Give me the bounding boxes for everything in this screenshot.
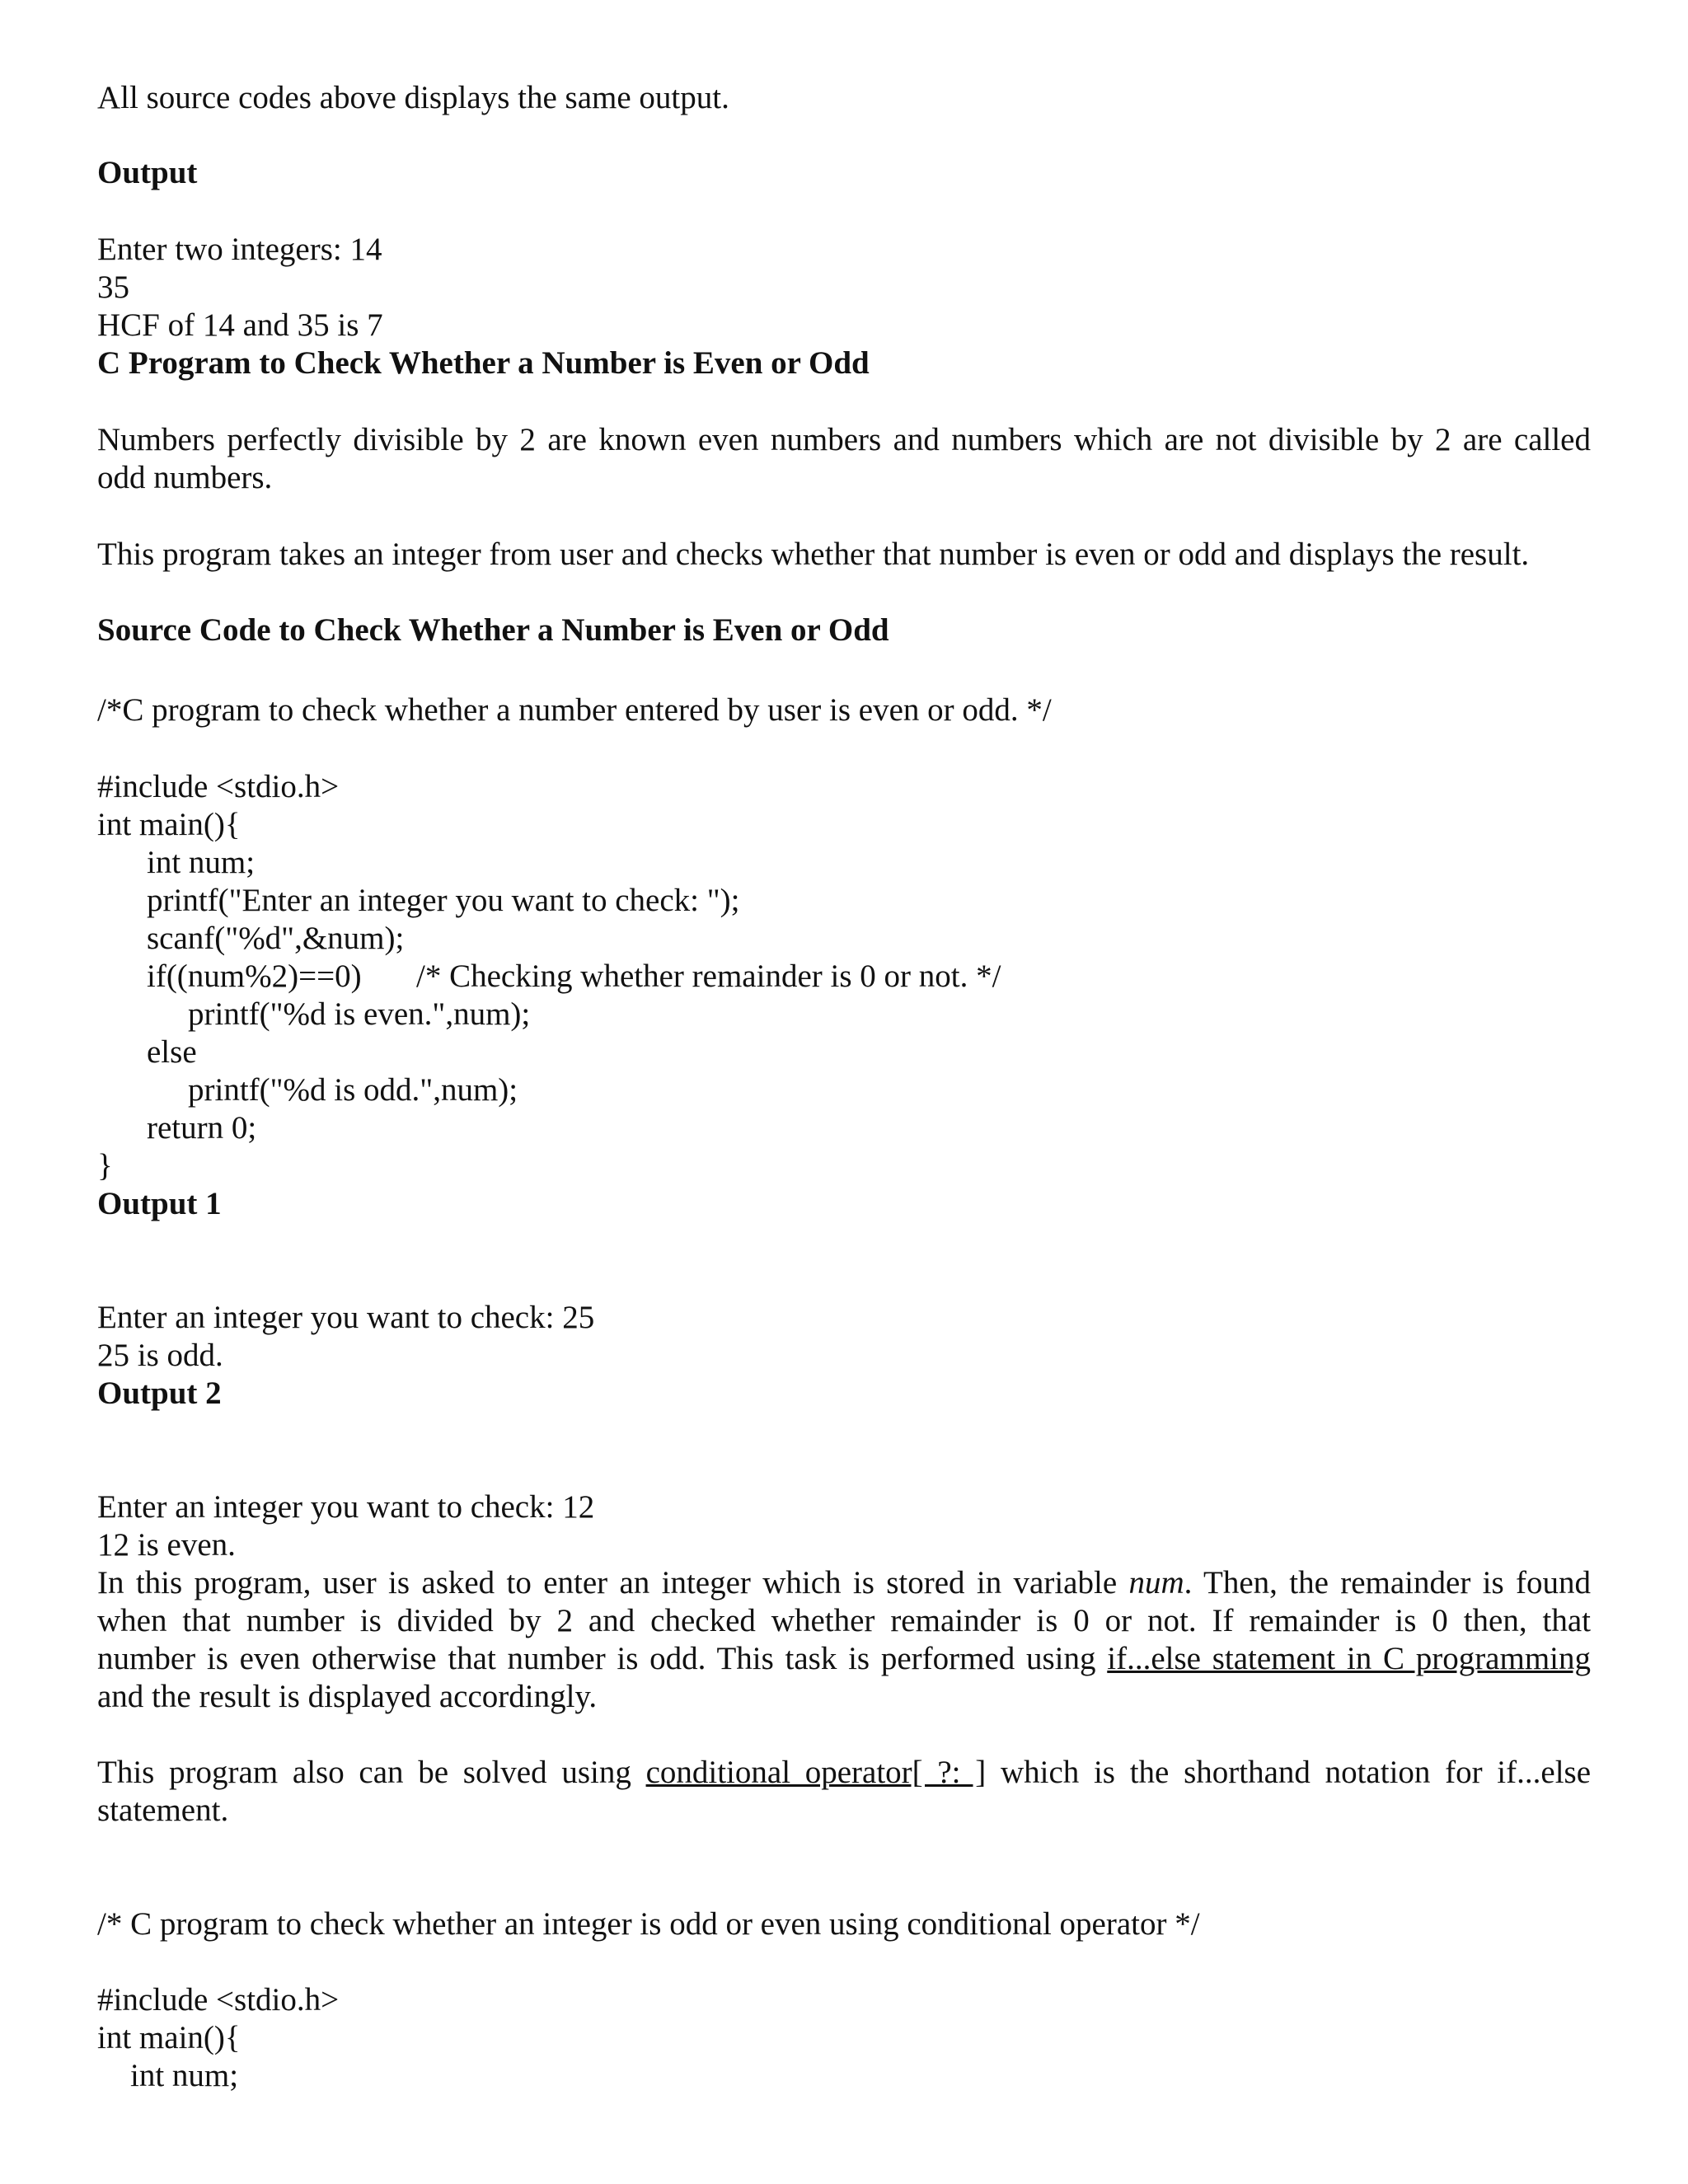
explanation-text: In this program, user is asked to enter an integer which is stored in variable — [97, 1565, 1129, 1601]
if-else-link[interactable]: if...else statement in C programming — [1107, 1641, 1591, 1676]
source-heading: Source Code to Check Whether a Number is Even or Odd — [97, 612, 889, 648]
explanation-line-1 — [97, 1564, 1591, 1602]
alt-line-1 — [97, 1754, 1591, 1792]
output-1-line: Enter an integer you want to check: 25 — [97, 1300, 595, 1335]
alt-text: This program also can be solved using — [97, 1755, 646, 1790]
output-2-line: Enter an integer you want to check: 12 — [97, 1489, 595, 1525]
output-2-line: 12 is even. — [97, 1527, 236, 1563]
output-heading: Output — [97, 155, 198, 190]
code-line: int main(){ — [97, 807, 241, 842]
code-comment: /* C program to check whether an integer is odd or even using conditional operator */ — [97, 1906, 1200, 1942]
code-line: int num; — [147, 845, 256, 880]
output-1-heading: Output 1 — [97, 1186, 222, 1221]
code-line: #include <stdio.h> — [97, 1982, 340, 2018]
hcf-output-line: HCF of 14 and 35 is 7 — [97, 307, 383, 343]
definition-line-2: odd numbers. — [97, 460, 273, 495]
section-title: C Program to Check Whether a Number is Even or Odd — [97, 345, 870, 381]
variable-name: num — [1128, 1565, 1184, 1601]
hcf-output-line: Enter two integers: 14 — [97, 232, 382, 267]
explanation-text: . Then, the remainder is found — [1184, 1565, 1591, 1601]
program-description: This program takes an integer from user and checks whether that number is even or odd and displays the result. — [97, 537, 1530, 572]
code-line: scanf("%d",&num); — [147, 921, 405, 956]
alt-text: which is the shorthand notation for if...else — [986, 1755, 1592, 1790]
hcf-output-line: 35 — [97, 269, 129, 305]
code-line: printf("%d is odd.",num); — [188, 1072, 518, 1108]
conditional-operator-link[interactable]: conditional operator[ ?: ] — [645, 1755, 987, 1790]
intro-line: All source codes above displays the same output. — [97, 80, 729, 115]
definition-line-1: Numbers perfectly divisible by 2 are known even numbers and numbers which are not divisible by 2 are called — [97, 422, 1591, 457]
code-comment: /* Checking whether remainder is 0 or not. */ — [416, 958, 1001, 994]
output-2-heading: Output 2 — [97, 1376, 222, 1411]
code-line: #include <stdio.h> — [97, 769, 340, 804]
code-line: int main(){ — [97, 2020, 241, 2055]
code-line: if((num%2)==0) — [147, 958, 362, 994]
explanation-line-3 — [97, 1640, 1591, 1678]
code-line: return 0; — [147, 1110, 257, 1146]
code-line: } — [97, 1148, 113, 1183]
code-line: else — [147, 1034, 197, 1070]
explanation-line-2: when that number is divided by 2 and checked whether remainder is 0 or not. If remainder is 0 then, that — [97, 1603, 1591, 1638]
code-line: printf("Enter an integer you want to check: "); — [147, 883, 740, 918]
code-line: printf("%d is even.",num); — [188, 996, 531, 1032]
explanation-text: number is even otherwise that number is odd. This task is performed using — [97, 1641, 1108, 1676]
code-line: int num; — [130, 2058, 239, 2093]
alt-line-2: statement. — [97, 1793, 229, 1828]
output-1-line: 25 is odd. — [97, 1338, 223, 1373]
explanation-line-4: and the result is displayed accordingly. — [97, 1679, 598, 1714]
code-comment: /*C program to check whether a number entered by user is even or odd. */ — [97, 692, 1052, 728]
